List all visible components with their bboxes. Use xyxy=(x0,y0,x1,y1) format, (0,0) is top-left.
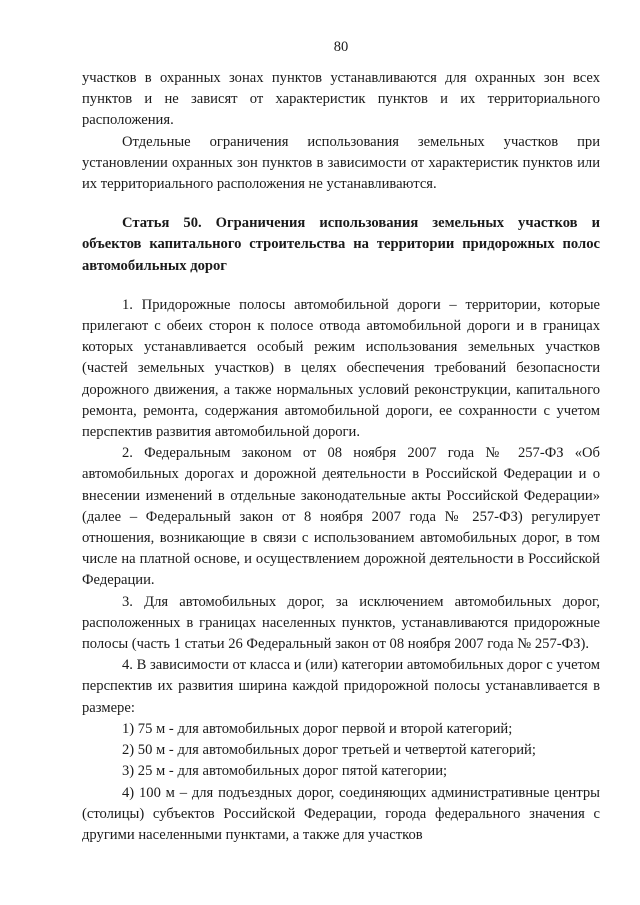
paragraph: Отдельные ограничения использования земельных участков при установлении охранных зон пунктов в зависимости от характеристик пунктов или их территориального расположения не устанавливаются. xyxy=(82,133,600,193)
list-item: 4) 100 м – для подъездных дорог, соединяющих административные центры (столицы) субъектов Российской Федерации, города федерального значения с другими населенными пунктами, а также для участков xyxy=(82,784,600,843)
page-number: 80 xyxy=(333,39,349,55)
paragraph: 4. В зависимости от класса и (или) категории автомобильных дорог с учетом перспектив их развития ширина каждой придорожной полосы устанавливается в размере: xyxy=(82,657,600,716)
paragraph: 3. Для автомобильных дорог, за исключением автомобильных дорог, расположенных в границах населенных пунктов, устанавливаются придорожные полосы (часть 1 статьи 26 Федеральный закон от 08 ноября 2007 года № 257-ФЗ). xyxy=(82,593,600,653)
list-item: 3) 25 м - для автомобильных дорог пятой категории; xyxy=(122,763,448,780)
paragraph: 1. Придорожные полосы автомобильной дороги – территории, которые прилегают с обеих сторон к полосе отвода автомобильной дороги и в границах которых устанавливается особый режим использования земельных участков (частей земельных участков) в целях обеспечения требований безопасности дорожного движения, а также нормальных условий реконструкции, капитального ремонта, ремонта, содержания автомобильной дороги, ее сохранности с учетом перспектив развития автомобильной дороги. xyxy=(82,296,600,441)
list-item: 1) 75 м - для автомобильных дорог первой и второй категорий; xyxy=(122,720,513,737)
paragraph: 2. Федеральным законом от 08 ноября 2007 года № 257-ФЗ «Об автомобильных дорогах и дорожной деятельности в Российской Федерации и о внесении изменений в отдельные законодательные акты Российской Федерации» (далее – Федеральный закон от 8 ноября 2007 года № 257-ФЗ) регулирует отношения, возникающие в связи с использованием автомобильных дорог, в том числе на платной основе, и осуществлением дорожной деятельности в Российской Федерации. xyxy=(82,445,600,589)
list-item: 2) 50 м - для автомобильных дорог третьей и четвертой категорий; xyxy=(122,742,536,759)
article-heading: Статья 50. Ограничения использования земельных участков и объектов капитального строительства на территории придорожных полос автомобильных дорог xyxy=(82,215,600,274)
paragraph-continuation: участков в охранных зонах пунктов устанавливаются для охранных зон всех пунктов и не зависят от характеристик пунктов и их территориального расположения. xyxy=(82,70,600,129)
